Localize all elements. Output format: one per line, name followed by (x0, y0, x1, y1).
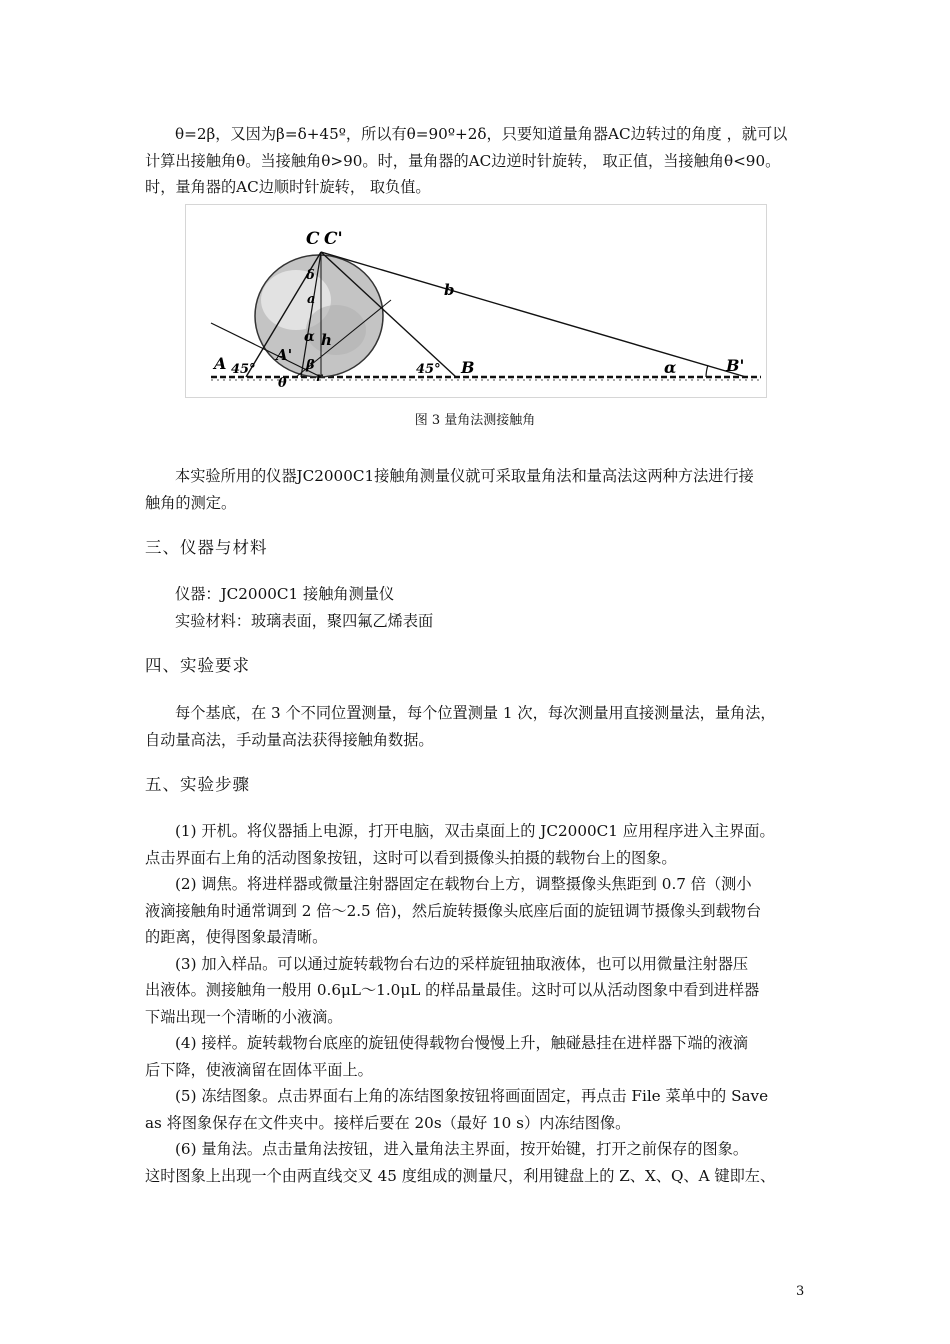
section-3-item-1: 仪器：JC2000C1 接触角测量仪 (175, 585, 395, 603)
section-4-body (145, 700, 808, 753)
label-theta: θ (278, 376, 287, 391)
label-a: a (307, 292, 316, 307)
label-alpha-top: α (304, 329, 315, 345)
step-5-line-2: as 将图象保存在文件夹中。接样后要在 20s（最好 10 s）内冻结图像。 (145, 1113, 631, 1132)
label-alpha-bottom: α (664, 358, 677, 377)
label-A: A (214, 354, 227, 373)
section-3-heading: 三、仪器与材料 (145, 538, 268, 557)
label-C: C (306, 229, 320, 249)
step-2-line-1: (2) 调焦。将进样器或微量注射器固定在载物台上方，调整摄像头焦距到 0.7 倍（测小 (175, 875, 752, 893)
label-A-prime: A' (276, 346, 293, 364)
figure-caption: 图 3 量角法测接触角 (414, 413, 536, 428)
contact-angle-diagram (186, 205, 766, 397)
step-4-line-1: (4) 接样。旋转载物台底座的旋钮使得载物台慢慢上升，触碰悬挂在进样器下端的液滴 (175, 1034, 749, 1052)
page-number: 3 (796, 1284, 805, 1299)
label-beta: β (306, 358, 315, 373)
step-1-line-2: 点击界面右上角的活动图象按钮，这时可以看到摄像头拍摄的载物台上的图象。 (145, 848, 677, 867)
label-B-prime: B' (726, 356, 745, 375)
section-3-body (145, 581, 808, 634)
label-b: b (444, 281, 455, 299)
step-2-line-2: 液滴接触角时通常调到 2 倍～2.5 倍)，然后旋转摄像头底座后面的旋钮调节摄像头到载物台 (145, 901, 762, 920)
step-5-line-1: (5) 冻结图象。点击界面右上角的冻结图象按钮将画面固定，再点击 File 菜单中的 Save (175, 1087, 769, 1105)
section-5-steps (145, 818, 808, 1189)
label-C-prime: C' (324, 229, 343, 249)
label-B: B (461, 358, 475, 377)
instrument-line-1: 本实验所用的仪器JC2000C1接触角测量仪就可采取量角法和量高法这两种方法进行接 (175, 467, 754, 485)
label-r: r (316, 370, 323, 384)
step-3-line-1: (3) 加入样品。可以通过旋转载物台右边的采样旋钮抽取液体，也可以用微量注射器压 (175, 954, 749, 973)
section-4-line-2: 自动量高法，手动量高法获得接触角数据。 (145, 730, 434, 749)
label-delta: δ (306, 268, 315, 283)
section-4-line-1: 每个基底，在 3 个不同位置测量，每个位置测量 1 次，每次测量用直接测量法，量角法， (175, 704, 776, 722)
label-h: h (321, 331, 332, 349)
step-3-line-2: 出液体。测接触角一般用 0.6μL～1.0μL 的样品量最佳。这时可以从活动图象中看到进样器 (145, 981, 760, 999)
contact-angle-figure (185, 204, 767, 398)
section-3-item-2: 实验材料：玻璃表面，聚四氟乙烯表面 (175, 611, 434, 630)
intro-line-1: θ=2β，又因为β=δ+45º，所以有θ=90º+2δ，只要知道量角器AC边转过的角度 ，就可以 (175, 125, 788, 143)
step-6-line-2: 这时图象上出现一个由两直线交叉 45 度组成的测量尺，利用键盘上的 Z、X、Q、A 键即左、 (145, 1166, 776, 1185)
step-3-line-3: 下端出现一个清晰的小液滴。 (145, 1007, 343, 1026)
section-5-heading: 五、实验步骤 (145, 775, 250, 794)
step-2-line-3: 的距离，使得图象最清晰。 (145, 928, 328, 946)
section-4-heading: 四、实验要求 (145, 656, 250, 675)
step-6-line-1: (6) 量角法。点击量角法按钮，进入量角法主界面，按开始键，打开之前保存的图象。 (175, 1140, 749, 1158)
label-45-right: 45° (416, 362, 441, 377)
intro-line-2: 计算出接触角θ。当接触角θ>90。时，量角器的AC边逆时针旋转， 取正值，当接触角θ<90。 (145, 151, 781, 170)
label-45-left: 45° (231, 362, 256, 377)
intro-line-3: 时，量角器的AC边顺时针旋转， 取负值。 (145, 178, 431, 196)
intro-paragraph (145, 121, 808, 201)
step-1-line-1: (1) 开机。将仪器插上电源，打开电脑，双击桌面上的 JC2000C1 应用程序进入主界面。 (175, 822, 775, 840)
instrument-line-2: 触角的测定。 (145, 493, 237, 512)
instrument-paragraph (145, 463, 808, 516)
step-4-line-2: 后下降，使液滴留在固体平面上。 (145, 1060, 373, 1079)
